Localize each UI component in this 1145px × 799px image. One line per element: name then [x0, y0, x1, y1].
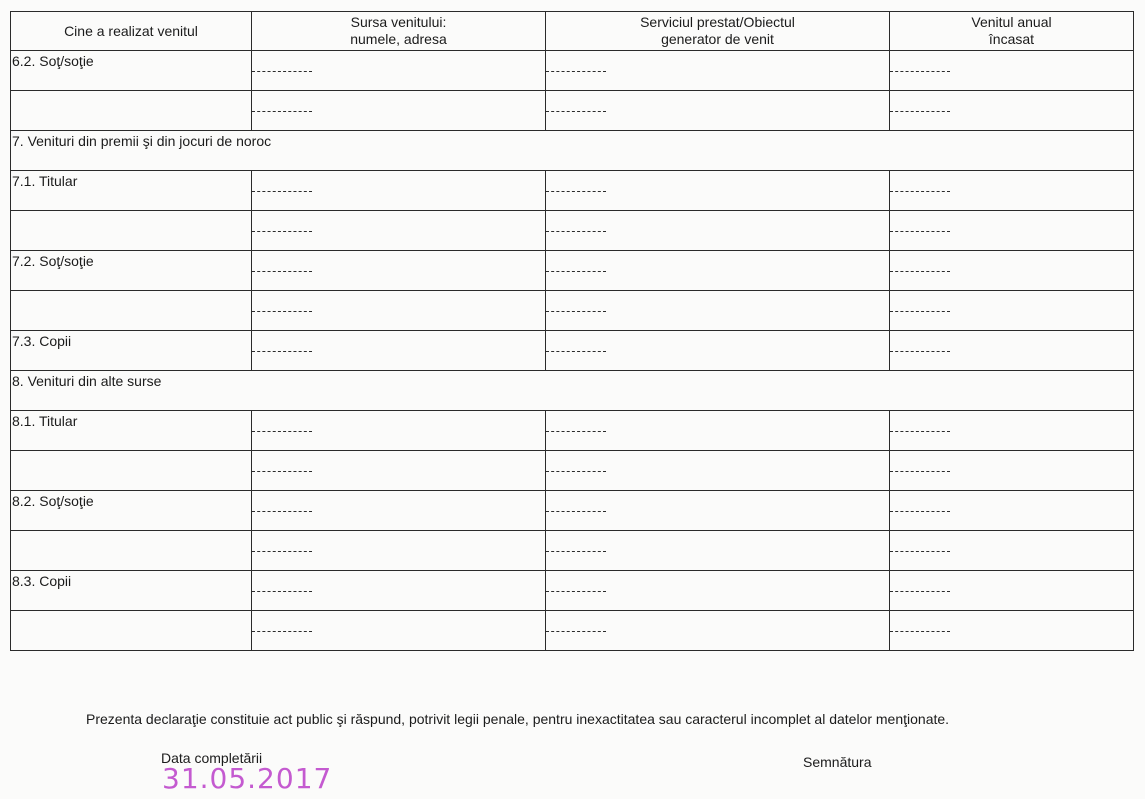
- empty-value-dash: [252, 471, 312, 472]
- row-label-cell: [11, 451, 252, 491]
- serviciul-cell: [546, 171, 890, 211]
- row-label: [11, 451, 251, 453]
- serviciul-cell: [546, 291, 890, 331]
- empty-value-dash: [546, 351, 606, 352]
- row-label-cell: [11, 611, 252, 651]
- declaration-statement: Prezenta declaraţie constituie act public şi răspund, potrivit legii penale, pentru inexactitatea sau caracterul incomplet al datelor menţionate.: [86, 711, 950, 727]
- serviciul-cell: [546, 451, 890, 491]
- empty-value-dash: [890, 551, 950, 552]
- empty-value-dash: [890, 591, 950, 592]
- empty-value-dash: [890, 431, 950, 432]
- venitul-cell: [890, 411, 1134, 451]
- empty-value-dash: [252, 591, 312, 592]
- header-cine-a-realizat: [11, 12, 252, 51]
- empty-value-dash: [890, 511, 950, 512]
- serviciul-cell: [546, 331, 890, 371]
- empty-value-dash: [546, 111, 606, 112]
- table-body: [11, 51, 1134, 651]
- venitul-cell: [890, 331, 1134, 371]
- row-label: [11, 611, 251, 613]
- venitul-cell: [890, 51, 1134, 91]
- row-label-cell: [11, 51, 252, 91]
- empty-value-dash: [252, 351, 312, 352]
- empty-value-dash: [890, 471, 950, 472]
- sursa-cell: [252, 411, 546, 451]
- row-label-cell: [11, 251, 252, 291]
- empty-value-dash: [890, 631, 950, 632]
- sursa-cell: [252, 51, 546, 91]
- empty-value-dash: [252, 431, 312, 432]
- section-cell: [11, 131, 1134, 171]
- empty-value-dash: [890, 231, 950, 232]
- header-line: încasat: [988, 31, 1035, 47]
- venitul-cell: [890, 491, 1134, 531]
- serviciul-cell: [546, 91, 890, 131]
- empty-value-dash: [252, 551, 312, 552]
- signature-label: Semnătura: [803, 754, 872, 770]
- empty-value-dash: [890, 191, 950, 192]
- header-sursa-venitului: [252, 12, 546, 51]
- empty-value-dash: [252, 231, 312, 232]
- table-row: [11, 291, 1134, 331]
- row-label-cell: [11, 331, 252, 371]
- row-label: 8.1. Titular: [12, 413, 78, 429]
- section-row: [11, 131, 1134, 171]
- venitul-cell: [890, 251, 1134, 291]
- venitul-cell: [890, 451, 1134, 491]
- row-label-cell: [11, 91, 252, 131]
- sursa-cell: [252, 291, 546, 331]
- row-label-cell: [11, 531, 252, 571]
- row-label-cell: [11, 291, 252, 331]
- section-cell: [11, 371, 1134, 411]
- empty-value-dash: [546, 471, 606, 472]
- table-row: [11, 451, 1134, 491]
- handwritten-date: 31.05.2017: [162, 762, 333, 795]
- serviciul-cell: [546, 411, 890, 451]
- empty-value-dash: [890, 351, 950, 352]
- row-label: 6.2. Soţ/soţie: [12, 53, 94, 69]
- venitul-cell: [890, 611, 1134, 651]
- serviciul-cell: [546, 211, 890, 251]
- sursa-cell: [252, 531, 546, 571]
- table-row: [11, 51, 1134, 91]
- table-row: [11, 531, 1134, 571]
- empty-value-dash: [252, 191, 312, 192]
- row-label-cell: [11, 411, 252, 451]
- empty-value-dash: [546, 551, 606, 552]
- venitul-cell: [890, 571, 1134, 611]
- empty-value-dash: [546, 71, 606, 72]
- section-title: 8. Venituri din alte surse: [12, 373, 162, 389]
- serviciul-cell: [546, 531, 890, 571]
- table-row: [11, 611, 1134, 651]
- table-row: [11, 251, 1134, 291]
- row-label: [11, 291, 251, 293]
- venitul-cell: [890, 291, 1134, 331]
- sursa-cell: [252, 251, 546, 291]
- empty-value-dash: [252, 631, 312, 632]
- header-venitul-anual: [890, 12, 1134, 51]
- table-row: [11, 331, 1134, 371]
- header-line: numele, adresa: [350, 31, 447, 47]
- empty-value-dash: [252, 311, 312, 312]
- venitul-cell: [890, 211, 1134, 251]
- table-row: [11, 171, 1134, 211]
- serviciul-cell: [546, 571, 890, 611]
- table-row: [11, 91, 1134, 131]
- empty-value-dash: [890, 311, 950, 312]
- empty-value-dash: [546, 591, 606, 592]
- row-label-cell: [11, 491, 252, 531]
- section-title: 7. Venituri din premii şi din jocuri de noroc: [12, 133, 272, 149]
- table-row: [11, 491, 1134, 531]
- row-label: [11, 91, 251, 93]
- venitul-cell: [890, 531, 1134, 571]
- venitul-cell: [890, 91, 1134, 131]
- row-label: 8.2. Soţ/soţie: [12, 493, 94, 509]
- table-row: [11, 211, 1134, 251]
- row-label: [11, 531, 251, 533]
- serviciul-cell: [546, 611, 890, 651]
- header-line: Serviciul prestat/Obiectul: [640, 14, 795, 30]
- empty-value-dash: [546, 511, 606, 512]
- empty-value-dash: [252, 71, 312, 72]
- header-line: Sursa venitului:: [350, 14, 447, 30]
- empty-value-dash: [546, 431, 606, 432]
- empty-value-dash: [546, 271, 606, 272]
- sursa-cell: [252, 211, 546, 251]
- row-label: 8.3. Copii: [12, 573, 72, 589]
- income-declaration-table: [10, 11, 1134, 651]
- empty-value-dash: [546, 231, 606, 232]
- header-line: generator de venit: [661, 31, 774, 47]
- row-label: 7.3. Copii: [12, 333, 72, 349]
- row-label-cell: [11, 171, 252, 211]
- section-row: [11, 371, 1134, 411]
- row-label-cell: [11, 571, 252, 611]
- serviciul-cell: [546, 491, 890, 531]
- table-header-row: [11, 12, 1134, 51]
- header-serviciul-prestat: [546, 12, 890, 51]
- sursa-cell: [252, 91, 546, 131]
- row-label-cell: [11, 211, 252, 251]
- date-label: Data completării: [161, 750, 263, 766]
- empty-value-dash: [252, 271, 312, 272]
- sursa-cell: [252, 491, 546, 531]
- empty-value-dash: [546, 631, 606, 632]
- empty-value-dash: [252, 111, 312, 112]
- sursa-cell: [252, 571, 546, 611]
- serviciul-cell: [546, 251, 890, 291]
- table-row: [11, 571, 1134, 611]
- sursa-cell: [252, 611, 546, 651]
- serviciul-cell: [546, 51, 890, 91]
- table-row: [11, 411, 1134, 451]
- venitul-cell: [890, 171, 1134, 211]
- header-line: Cine a realizat venitul: [64, 22, 198, 39]
- sursa-cell: [252, 451, 546, 491]
- row-label: 7.2. Soţ/soţie: [12, 253, 94, 269]
- sursa-cell: [252, 171, 546, 211]
- row-label: [11, 211, 251, 213]
- empty-value-dash: [546, 311, 606, 312]
- empty-value-dash: [252, 511, 312, 512]
- sursa-cell: [252, 331, 546, 371]
- empty-value-dash: [890, 111, 950, 112]
- empty-value-dash: [890, 271, 950, 272]
- row-label: 7.1. Titular: [12, 173, 78, 189]
- header-line: Venitul anual: [971, 14, 1052, 30]
- empty-value-dash: [890, 71, 950, 72]
- empty-value-dash: [546, 191, 606, 192]
